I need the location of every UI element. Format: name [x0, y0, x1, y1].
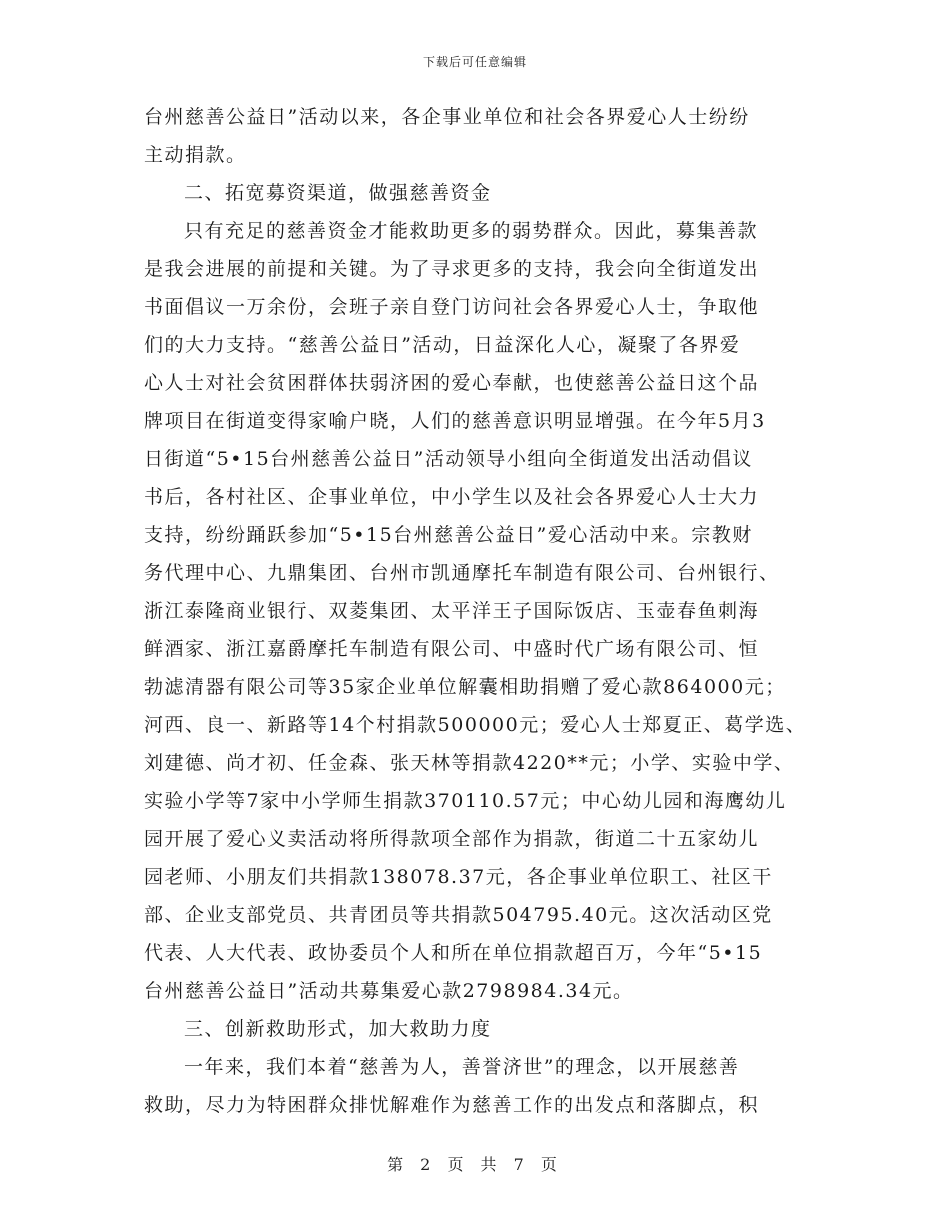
- text-line: 浙江泰隆商业银行、双菱集团、太平洋王子国际饭店、玉壶春鱼刺海: [144, 600, 760, 622]
- text-line: 鲜酒家、浙江嘉爵摩托车制造有限公司、中盛时代广场有限公司、恒: [144, 638, 760, 660]
- text-line: 部、企业支部党员、共青团员等共捐款504795.40元。这次活动区党: [144, 904, 773, 926]
- text-line: 代表、人大代表、政协委员个人和所在单位捐款超百万，今年“5•15: [144, 942, 763, 964]
- text-line: 支持，纷纷踊跃参加“5•15台州慈善公益日”爱心活动中来。宗教财: [144, 524, 753, 546]
- text-line: 刘建德、尚才初、任金森、张天林等捐款4220**元；小学、实验中学、: [144, 752, 795, 774]
- text-line: 实验小学等7家中小学师生捐款370110.57元；中心幼儿园和海鹰幼儿: [144, 790, 787, 812]
- text-line: 牌项目在街道变得家喻户晓，人们的慈善意识明显增强。在今年5月3: [144, 410, 766, 432]
- text-line: 勃滤清器有限公司等35家企业单位解囊相助捐赠了爱心款864000元；: [144, 676, 786, 698]
- section-heading: 三、创新救助形式，加大救助力度: [184, 1018, 492, 1040]
- text-line: 河西、良一、新路等14个村捐款500000元；爱心人士郑夏正、葛学选、: [144, 714, 807, 736]
- paragraph-start-line: 只有充足的慈善资金才能救助更多的弱势群众。因此，募集善款: [184, 220, 759, 242]
- paragraph-start-line: 一年来，我们本着“慈善为人，善誉济世”的理念，以开展慈善: [184, 1056, 740, 1078]
- text-line: 是我会进展的前提和关键。为了寻求更多的支持，我会向全街道发出: [144, 258, 760, 280]
- text-line: 主动捐款。: [144, 144, 247, 166]
- text-line: 们的大力支持。“慈善公益日”活动，日益深化人心，凝聚了各界爱: [144, 334, 741, 356]
- document-body: [144, 98, 824, 1124]
- text-line: 园老师、小朋友们共捐款138078.37元，各企事业单位职工、社区干: [144, 866, 773, 888]
- text-line: 台州慈善公益日”活动以来，各企事业单位和社会各界爱心人士纷纷: [144, 106, 750, 128]
- page-number-footer: 第 2 页 共 7 页: [387, 1155, 563, 1174]
- text-line: 书面倡议一万余份，会班子亲自登门访问社会各界爱心人士，争取他: [144, 296, 760, 318]
- page-header-note: 下载后可任意编辑: [422, 55, 527, 69]
- text-line: 心人士对社会贫困群体扶弱济困的爱心奉献，也使慈善公益日这个品: [144, 372, 760, 394]
- text-line: 台州慈善公益日”活动共募集爱心款2798984.34元。: [144, 980, 634, 1002]
- text-line: 园开展了爱心义卖活动将所得款项全部作为捐款，街道二十五家幼儿: [144, 828, 760, 850]
- text-line: 书后，各村社区、企事业单位，中小学生以及社会各界爱心人士大力: [144, 486, 760, 508]
- text-line: 日街道“5•15台州慈善公益日”活动领导小组向全街道发出活动倡议: [144, 448, 753, 470]
- section-heading: 二、拓宽募资渠道，做强慈善资金: [184, 182, 492, 204]
- text-line: 务代理中心、九鼎集团、台州市凯通摩托车制造有限公司、台州银行、: [144, 562, 780, 584]
- text-line: 救助，尽力为特困群众排忧解难作为慈善工作的出发点和落脚点，积: [144, 1094, 760, 1116]
